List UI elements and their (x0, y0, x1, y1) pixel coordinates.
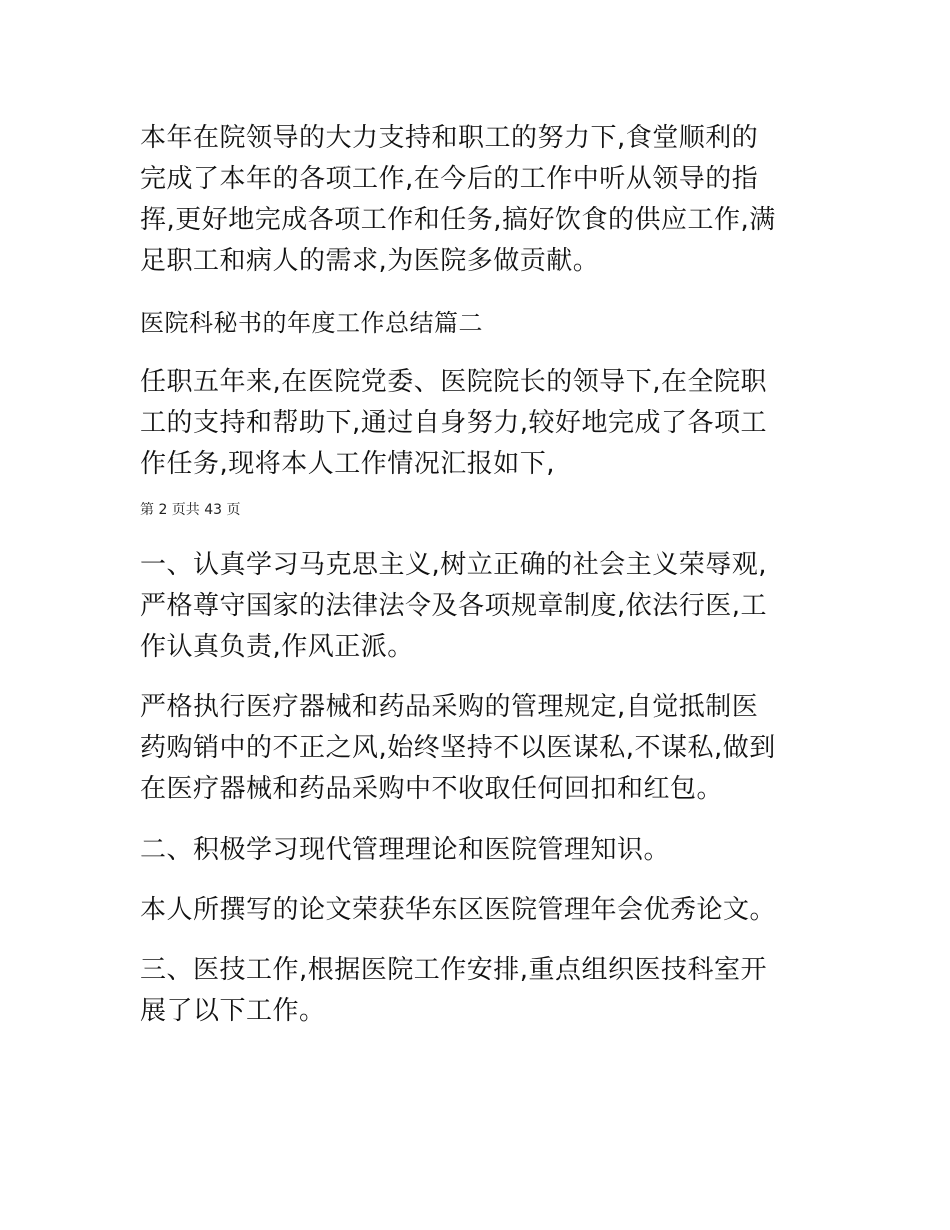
paragraph-point-two: 二、积极学习现代管理理论和医院管理知识。 (140, 835, 671, 865)
paragraph-intro: 任职五年来,在医院党委、医院院长的领导下,在全院职 工的支持和帮助下,通过自身努力,较好地完成了各项工 作任务,现将本人工作情况汇报如下, (140, 367, 768, 479)
paragraph-procurement: 严格执行医疗器械和药品采购的管理规定,自觉抵制医 药购销中的不正之风,始终坚持不以医谋私,不谋私,做到 在医疗器械和药品采购中不收取任何回扣和红包。 (140, 692, 776, 804)
paragraph-canteen-summary: 本年在院领导的大力支持和职工的努力下,食堂顺利的 完成了本年的各项工作,在今后的工作中听从领导的指 挥,更好地完成各项工作和任务,搞好饮食的供应工作,满 足职工和病人的需求,为医院多做贡献。 (140, 123, 776, 276)
section-heading: 医院科秘书的年度工作总结篇二 (140, 309, 483, 337)
paragraph-thesis-award: 本人所撰写的论文荣获华东区医院管理年会优秀论文。 (140, 895, 777, 925)
page-number: 第 2 页共 43 页 (140, 502, 241, 518)
paragraph-point-one: 一、认真学习马克思主义,树立正确的社会主义荣辱观, 严格尊守国家的法律法令及各项规章制度,依法行医,工 作认真负责,作风正派。 (140, 550, 768, 662)
paragraph-point-three: 三、医技工作,根据医院工作安排,重点组织医技科室开 展了以下工作。 (140, 955, 768, 1026)
